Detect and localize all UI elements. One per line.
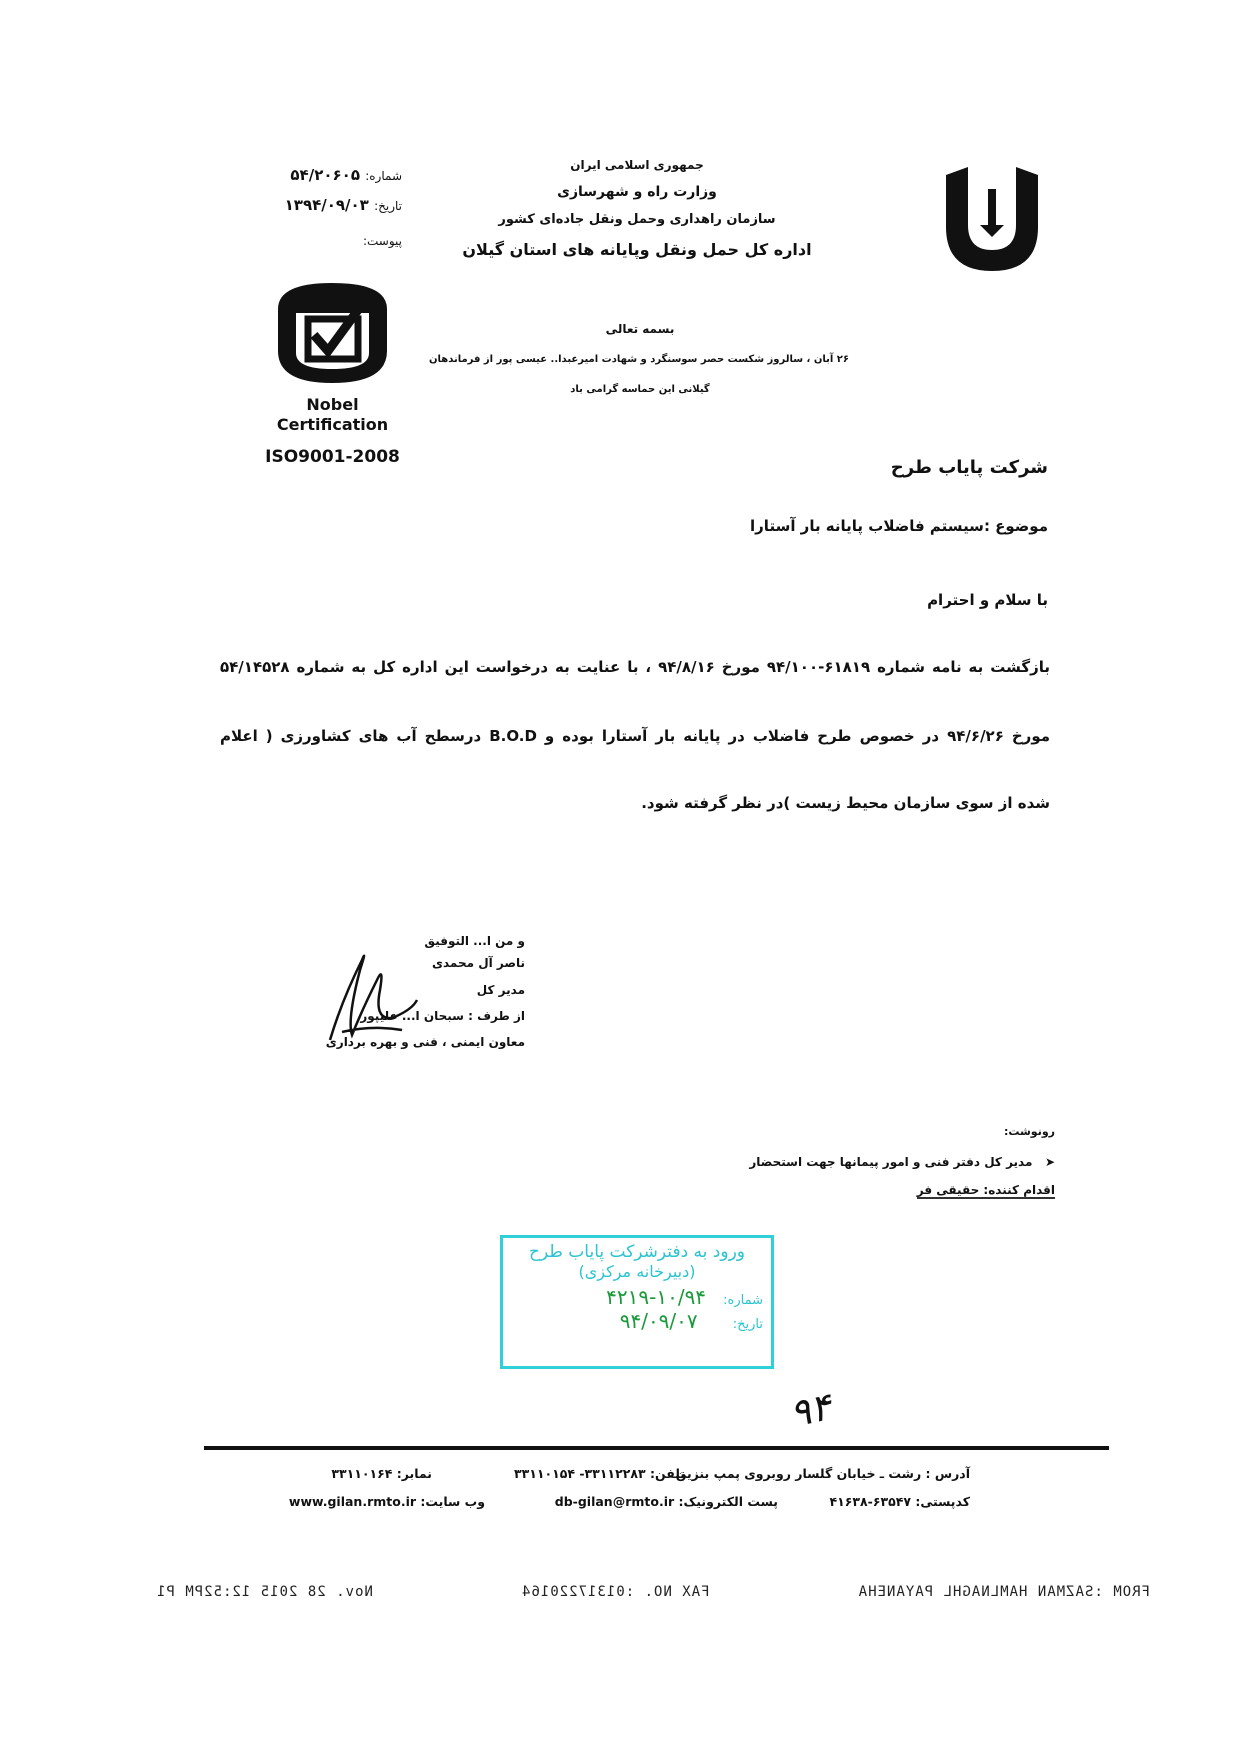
signer-title: مدیر کل: [476, 983, 525, 997]
footer-postal-code: کدپستی: ۶۳۵۴۷-۴۱۶۳۸: [829, 1494, 970, 1509]
handwritten-signature: [322, 940, 422, 1050]
fax-header: [156, 1584, 1150, 1600]
footer-rule: [204, 1446, 1109, 1450]
date-label: تاریخ:: [374, 199, 402, 213]
footer-email: پست الکترونیک: db-gilan@rmto.ir: [554, 1494, 778, 1509]
handwritten-note: ۹۴: [785, 1384, 835, 1436]
recipient: شرکت پایاب طرح: [890, 457, 1048, 478]
cc-item-text: مدیر کل دفتر فنی و امور پیمانها جهت استحضار: [749, 1155, 1033, 1169]
date-value: ۱۳۹۴/۰۹/۰۳: [284, 196, 369, 214]
fax-timestamp: Nov. 28 2015 12:52PM P1: [156, 1584, 373, 1600]
fax-from: FROM :SAZMAN HAMLNAGHL PAYANEHA: [857, 1584, 1150, 1600]
certification-logo: [274, 279, 391, 387]
receipt-stamp: [500, 1235, 774, 1369]
signer-name: ناصر آل محمدی: [431, 956, 525, 970]
letterhead-line-4: اداره کل حمل ونقل وپایانه های استان گیلان: [462, 240, 812, 259]
signer-deputy: معاون ایمنی ، فنی و بهره برداری: [325, 1035, 525, 1049]
preamble-line-1: ۲۶ آبان ، سالروز شکست حصر سوسنگرد و شهادت امیرعبدا.. عیسی پور از فرماندهان: [428, 354, 849, 365]
number-label: شماره:: [365, 169, 402, 183]
stamp-title: ورود به دفترشرکت پایاب طرح: [529, 1242, 745, 1262]
signature-closing: و من ا... التوفیق: [424, 934, 525, 948]
cc-item: [749, 1155, 1055, 1169]
body-line-1: بازگشت به نامه شماره ۶۱۸۱۹-۹۴/۱۰۰ مورخ ۹۴/۸/۱۶ ، با عنایت به درخواست این اداره کل به شماره ۵۴/۱۴۵۲۸: [220, 658, 1050, 676]
footer-fax: نمابر: ۳۳۱۱۰۱۶۴: [331, 1466, 432, 1481]
preamble-line-2: گیلانی این حماسه گرامی باد: [570, 384, 710, 395]
preamble-title: بسمه تعالی: [605, 322, 675, 336]
salutation: با سلام و احترام: [927, 591, 1048, 609]
stamp-date-label: تاریخ:: [732, 1317, 763, 1332]
stamp-subtitle: (دبیرخانه مرکزی): [578, 1262, 696, 1281]
stamp-number-label: شماره:: [723, 1293, 763, 1308]
cc-label: رونوشت:: [1003, 1125, 1055, 1138]
cert-type: Certification: [276, 415, 389, 434]
stamp-number-value: ۱۰/۹۴-۴۲۱۹: [606, 1285, 707, 1309]
letter-number: [290, 166, 402, 184]
stamp-date-value: ۹۴/۰۹/۰۷: [619, 1309, 698, 1333]
letter-date: [285, 196, 402, 214]
cc-action-by: اقدام کننده: حقیقی فر: [916, 1183, 1055, 1197]
fax-number: FAX NO. :01317220164: [521, 1584, 710, 1600]
cert-name: Nobel: [306, 395, 359, 414]
body-line-2: مورخ ۹۴/۶/۲۶ در خصوص طرح فاضلاب در پایانه بار آستارا بوده و B.O.D درسطح آب های کشاورزی ( اعلام: [220, 727, 1051, 745]
footer-address: آدرس : رشت ـ خیابان گلسار روبروی پمپ بنزین: [675, 1466, 970, 1481]
footer-website: وب سایت: www.gilan.rmto.ir: [288, 1494, 485, 1509]
bullet-arrow-icon: ➤: [1032, 1155, 1055, 1169]
letterhead-line-3: سازمان راهداری وحمل ونقل جاده‌ای کشور: [498, 212, 776, 227]
organization-logo: [938, 165, 1046, 275]
letterhead-line-2: وزارت راه و شهرسازی: [557, 184, 717, 200]
number-value: ۵۴/۲۰۶۰۵: [290, 166, 360, 184]
cert-standard: ISO9001-2008: [265, 447, 400, 467]
footer-phone: تلفن: ۳۳۱۱۲۲۸۳- ۳۳۱۱۰۱۵۴: [513, 1466, 685, 1481]
subject: موضوع :سیستم فاضلاب پایانه بار آستارا: [750, 517, 1048, 535]
letterhead-line-1: جمهوری اسلامی ایران: [570, 158, 704, 172]
attachment-label: پیوست:: [362, 234, 402, 248]
signer-on-behalf: از طرف : سبحان ا... علیپور: [360, 1009, 525, 1023]
body-line-3: شده از سوی سازمان محیط زیست )در نظر گرفته شود.: [641, 794, 1050, 812]
